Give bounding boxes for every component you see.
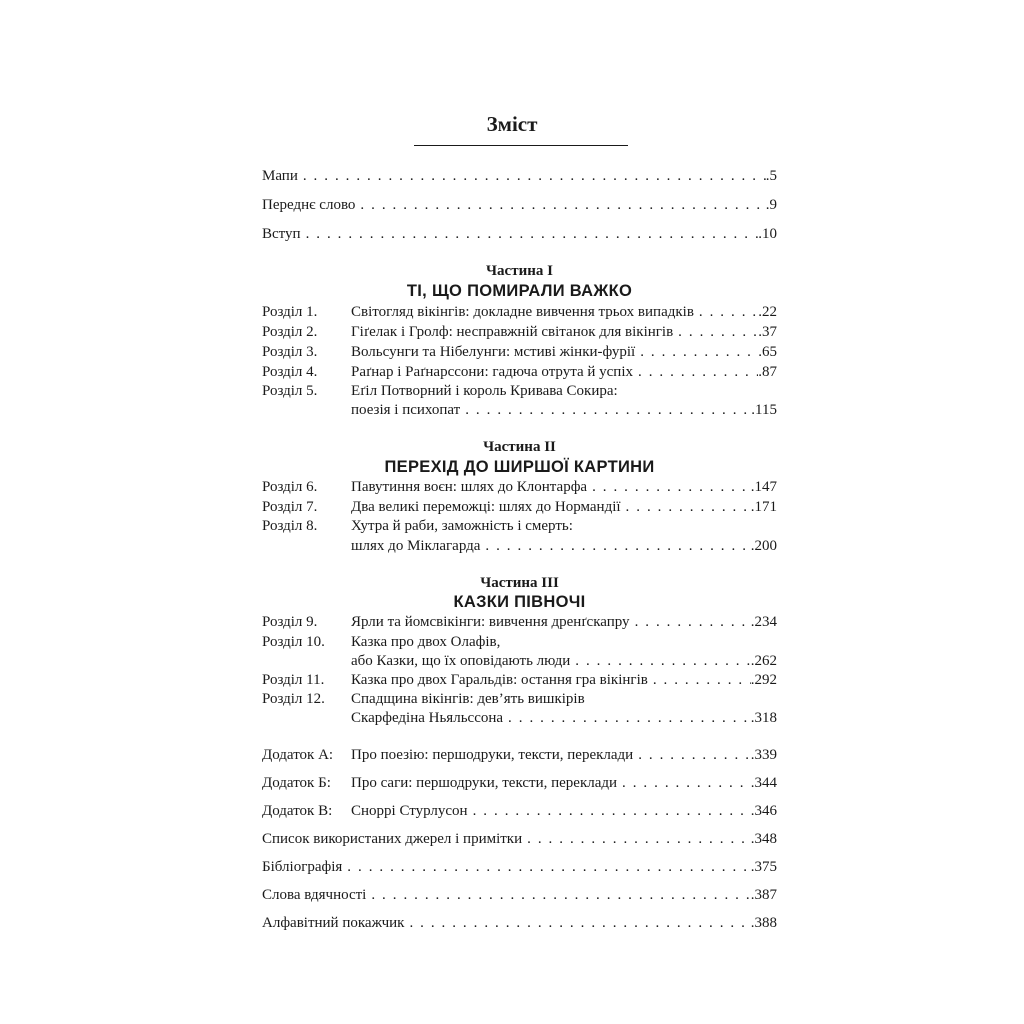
toc-entry-text: Скарфедіна Ньяльссона: [351, 710, 504, 726]
toc-page-number: .65: [758, 344, 777, 360]
toc-entry-chapter-11[interactable]: [262, 670, 777, 690]
toc-page-number: .22: [758, 304, 777, 320]
toc-page-number: .10: [758, 226, 777, 242]
dot-leader: [480, 536, 750, 556]
appendix-label: Додаток Б:: [262, 775, 331, 791]
chapter-label: Розділ 7.: [262, 499, 318, 515]
toc-entry-chapter-9[interactable]: [262, 612, 777, 632]
toc-entry-text: Мапи: [262, 168, 298, 184]
toc-entry-text: Хутра й раби, заможність і смерть:: [351, 518, 573, 534]
dot-leader: [635, 342, 758, 362]
toc-entry-text: Про саги: першодруки, тексти, переклади: [351, 775, 618, 791]
part-2-heading: Частина II: [483, 439, 556, 455]
toc-entry-text: Спадщина вікінгів: дев’ять вишкірів: [351, 691, 585, 707]
dot-leader: [468, 801, 751, 821]
dot-leader: [648, 670, 751, 690]
toc-entry-text: Павутиння воєн: шлях до Клонтарфа: [351, 479, 588, 495]
dot-leader: [621, 497, 751, 517]
toc-entry-chapter-5-continued[interactable]: [262, 400, 777, 420]
toc-page-number: .5: [765, 168, 777, 184]
toc-entry-introduction[interactable]: [262, 224, 777, 244]
toc-entry-index[interactable]: [262, 913, 777, 933]
toc-page-number: .387: [750, 887, 777, 903]
toc-page-number: .348: [750, 831, 777, 847]
part-1-heading: Частина I: [486, 263, 553, 279]
chapter-label: Розділ 3.: [262, 344, 318, 360]
part-2-title: ПЕРЕХІД ДО ШИРШОЇ КАРТИНИ: [384, 458, 655, 476]
toc-entry-chapter-10-continued[interactable]: [262, 651, 777, 671]
page-title: Зміст: [486, 112, 538, 136]
toc-entry-text: Слова вдячності: [262, 887, 367, 903]
toc-entry-chapter-8[interactable]: [262, 516, 777, 536]
toc-entry-appendix-v[interactable]: [262, 801, 777, 821]
toc-entry-chapter-3[interactable]: [262, 342, 777, 362]
appendix-label: Додаток В:: [262, 803, 333, 819]
dot-leader: [630, 612, 751, 632]
chapter-label: Розділ 8.: [262, 518, 318, 534]
toc-page-number: .234: [750, 614, 777, 630]
toc-page-number: .292: [750, 672, 777, 688]
toc-entry-text: Світогляд вікінгів: докладне вивчення трьох випадків: [351, 304, 694, 320]
dot-leader: [633, 745, 751, 765]
toc-entry-text: Два великі переможці: шлях до Нормандії: [351, 499, 621, 515]
toc-entry-chapter-7[interactable]: [262, 497, 777, 517]
chapter-label: Розділ 9.: [262, 614, 318, 630]
dot-leader: [342, 857, 750, 877]
toc-page-number: .87: [758, 364, 777, 380]
toc-entry-chapter-10[interactable]: [262, 632, 777, 652]
toc-entry-text: Вольсунги та Нібелунги: мстиві жінки-фурії: [351, 344, 636, 360]
dot-leader: [587, 477, 751, 497]
toc-entry-acknowledgements[interactable]: [262, 885, 777, 905]
dot-leader: [460, 400, 751, 420]
toc-entry-chapter-12-continued[interactable]: [262, 708, 777, 728]
toc-entry-appendix-b[interactable]: [262, 773, 777, 793]
toc-page-number: .388: [750, 915, 777, 931]
toc-page-number: .200: [750, 538, 777, 554]
toc-entry-chapter-6[interactable]: [262, 477, 777, 497]
toc-entry-text: Вступ: [262, 226, 301, 242]
title-underline: [414, 145, 628, 146]
dot-leader: [301, 224, 759, 244]
toc-entry-chapter-4[interactable]: [262, 362, 777, 382]
chapter-label: Розділ 4.: [262, 364, 318, 380]
toc-page-number: .262: [750, 653, 777, 669]
toc-entry-text: або Казки, що їх оповідають люди: [351, 653, 571, 669]
toc-entry-text: Про поезію: першодруки, тексти, переклади: [351, 747, 634, 763]
dot-leader: [617, 773, 751, 793]
part-1-title: ТІ, ЩО ПОМИРАЛИ ВАЖКО: [406, 282, 633, 300]
toc-page-number: .9: [765, 197, 777, 213]
toc-entry-text: Бібліографія: [262, 859, 343, 875]
toc-page-number: .147: [750, 479, 777, 495]
toc-entry-text: Казка про двох Гаральдів: остання гра вікінгів: [351, 672, 648, 688]
toc-entry-chapter-12[interactable]: [262, 689, 777, 709]
toc-page-number: .344: [750, 775, 777, 791]
dot-leader: [633, 362, 758, 382]
toc-page-number: .375: [750, 859, 777, 875]
chapter-label: Розділ 12.: [262, 691, 325, 707]
toc-entry-chapter-2[interactable]: [262, 322, 777, 342]
toc-page-number: .115: [751, 402, 777, 418]
toc-entry-foreword[interactable]: [262, 195, 777, 215]
part-3-heading: Частина III: [480, 575, 559, 591]
dot-leader: [298, 166, 766, 186]
toc-entry-text: Переднє слово: [262, 197, 356, 213]
toc-entry-appendix-a[interactable]: [262, 745, 777, 765]
toc-entry-sources-notes[interactable]: [262, 829, 777, 849]
toc-page-number: .318: [750, 710, 777, 726]
toc-entry-text: Раґнар і Раґнарссони: гадюча отрута й успіх: [351, 364, 634, 380]
chapter-label: Розділ 5.: [262, 383, 318, 399]
dot-leader: [673, 322, 758, 342]
toc-entry-text: Казка про двох Олафів,: [351, 634, 501, 650]
toc-page-number: .171: [750, 499, 777, 515]
chapter-label: Розділ 10.: [262, 634, 325, 650]
toc-entry-text: Гіґелак і Гролф: несправжній світанок для вікінгів: [351, 324, 674, 340]
toc-entry-chapter-8-continued[interactable]: [262, 536, 777, 556]
appendix-label: Додаток А:: [262, 747, 334, 763]
chapter-label: Розділ 1.: [262, 304, 318, 320]
dot-leader: [522, 829, 751, 849]
chapter-label: Розділ 2.: [262, 324, 318, 340]
toc-entry-text: Ярли та йомсвікінги: вивчення дренґскапру: [351, 614, 630, 630]
toc-page-number: .37: [758, 324, 777, 340]
part-3-title: КАЗКИ ПІВНОЧІ: [453, 593, 586, 611]
toc-entry-chapter-1[interactable]: [262, 302, 777, 322]
dot-leader: [355, 195, 765, 215]
dot-leader: [404, 913, 750, 933]
toc-entry-text: Список використаних джерел і примітки: [262, 831, 523, 847]
toc-entry-chapter-5[interactable]: [262, 381, 777, 401]
toc-page-number: .346: [750, 803, 777, 819]
dot-leader: [503, 708, 751, 728]
toc-entry-text: Сноррі Стурлусон: [351, 803, 468, 819]
dot-leader: [366, 885, 750, 905]
chapter-label: Розділ 11.: [262, 672, 325, 688]
toc-page-number: .339: [750, 747, 777, 763]
toc-entry-maps[interactable]: [262, 166, 777, 186]
dot-leader: [570, 651, 750, 671]
toc-entry-bibliography[interactable]: [262, 857, 777, 877]
toc-entry-text: шлях до Міклагарда: [351, 538, 481, 554]
toc-entry-text: поезія і психопат: [351, 402, 461, 418]
chapter-label: Розділ 6.: [262, 479, 318, 495]
dot-leader: [694, 302, 758, 322]
toc-entry-text: Алфавітний покажчик: [262, 915, 405, 931]
toc-entry-text: Еґіл Потворний і король Кривава Сокира:: [351, 383, 618, 399]
